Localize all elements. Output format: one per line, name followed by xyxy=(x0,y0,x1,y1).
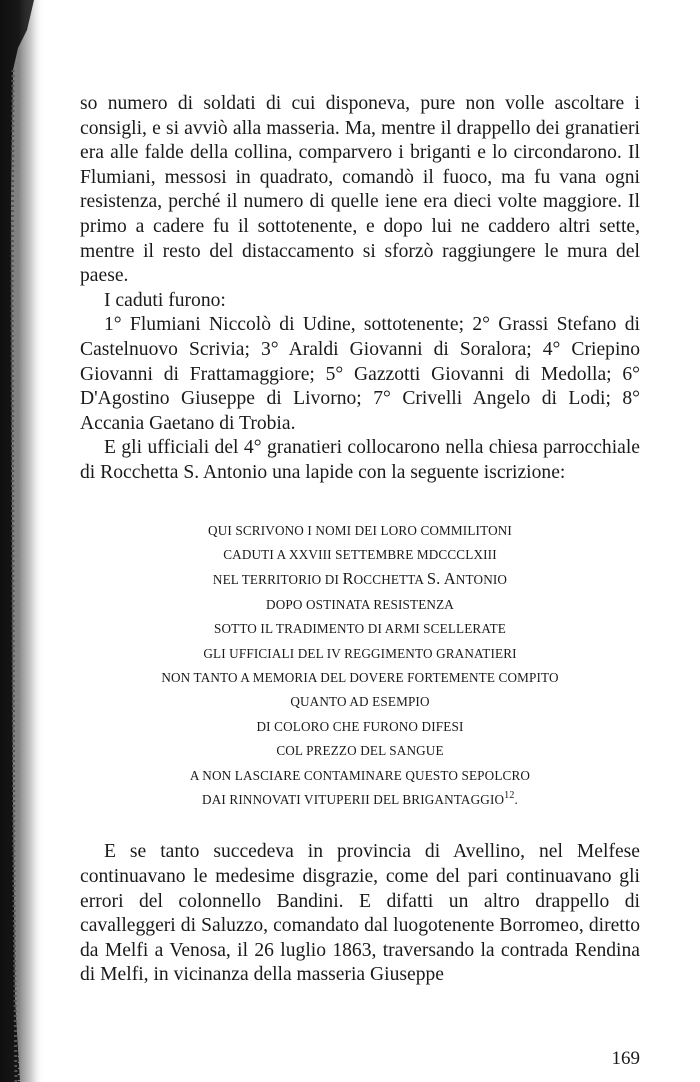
footnote-reference: 12 xyxy=(504,789,515,801)
book-binding-edge xyxy=(0,0,44,1082)
inscription-text: NTONIO xyxy=(455,572,508,588)
inscription-line xyxy=(80,788,640,812)
binding-shadow-graphic xyxy=(0,0,44,1082)
inscription-initial: R xyxy=(342,569,354,589)
inscription-line: DI COLORO CHE FURONO DIFESI xyxy=(256,718,464,734)
inscription-line: CADUTI A XXVIII SETTEMBRE MDCCCLXIII xyxy=(223,546,497,562)
inscription-line: A NON LASCIARE CONTAMINARE QUESTO SEPOLCRO xyxy=(189,767,531,783)
memorial-inscription xyxy=(80,519,640,813)
inscription-text: . xyxy=(514,791,518,807)
inscription-text: DAI RINNOVATI VITUPERII DEL BRIGANTAGGIO xyxy=(202,791,505,807)
inscription-line: NON TANTO A MEMORIA DEL DOVERE FORTEMENTE COMPITO xyxy=(161,669,559,685)
paragraph-avellino: E se tanto succedeva in provincia di Avellino, nel Melfese continuavano le medesime disgrazie, come del pari continuavano gli errori del colonnello Bandini. E difatti un altro drappello di cavalleggeri di Saluzzo, comandato dal luogotenente Borromeo, diretto da Melfi a Venosa, il 26 luglio 1863, traversando la contrada Rendina di Melfi, in vicinanza della masseria Giuseppe xyxy=(80,841,640,986)
inscription-initial: S. A xyxy=(426,569,456,589)
inscription-text: OCCHETTA xyxy=(353,572,427,588)
inscription-line: SOTTO IL TRADIMENTO DI ARMI SCELLERATE xyxy=(213,621,507,637)
page-body-text xyxy=(80,92,640,988)
inscription-line: COL PREZZO DEL SANGUE xyxy=(276,743,444,759)
inscription-line: QUI SCRIVONO I NOMI DEI LORO COMMILITONI xyxy=(208,522,512,538)
paragraph-ufficiali: E gli ufficiali del 4° granatieri collocarono nella chiesa parrocchiale di Rocchetta S. Antonio una lapide con la seguente iscrizione: xyxy=(80,437,640,483)
paragraph-caduti-intro: I caduti furono: xyxy=(104,289,226,311)
paragraph-caduti-list: 1° Flumiani Niccolò di Udine, sottotenente; 2° Grassi Stefano di Castelnuovo Scrivia; 3° Araldi Giovanni di Soralora; 4° Criepino Giovanni di Frattamaggiore; 5° Gazzotti Giovanni di Medolla; 6° D'Agostino Giuseppe di Livorno; 7° Crivelli Angelo di Lodi; 8° Accania Gaetano di Trobia. xyxy=(80,314,640,434)
paragraph-continuation: so numero di soldati di cui disponeva, pure non volle ascoltare i consigli, e si avviò alla masseria. Ma, mentre il drappello dei granatieri era alle falde della collina, comparvero i briganti e lo circondarono. Il Flumiani, messosi in quadrato, comandò il fuoco, ma fu vana ogni resistenza, perché il numero di quelle iene era dieci volte maggiore. Il primo a cadere fu il sottotenente, e dopo lui ne caddero altri sette, mentre il resto del distaccamento si sforzò raggiungere le mura del paese. xyxy=(80,93,640,287)
inscription-line: DOPO OSTINATA RESISTENZA xyxy=(266,596,454,612)
inscription-line: GLI UFFICIALI DEL IV REGGIMENTO GRANATIERI xyxy=(203,645,517,661)
inscription-text: NEL TERRITORIO DI xyxy=(212,572,343,588)
inscription-line: QUANTO AD ESEMPIO xyxy=(290,694,430,710)
page-number: 169 xyxy=(611,1048,640,1069)
inscription-line xyxy=(80,567,640,592)
